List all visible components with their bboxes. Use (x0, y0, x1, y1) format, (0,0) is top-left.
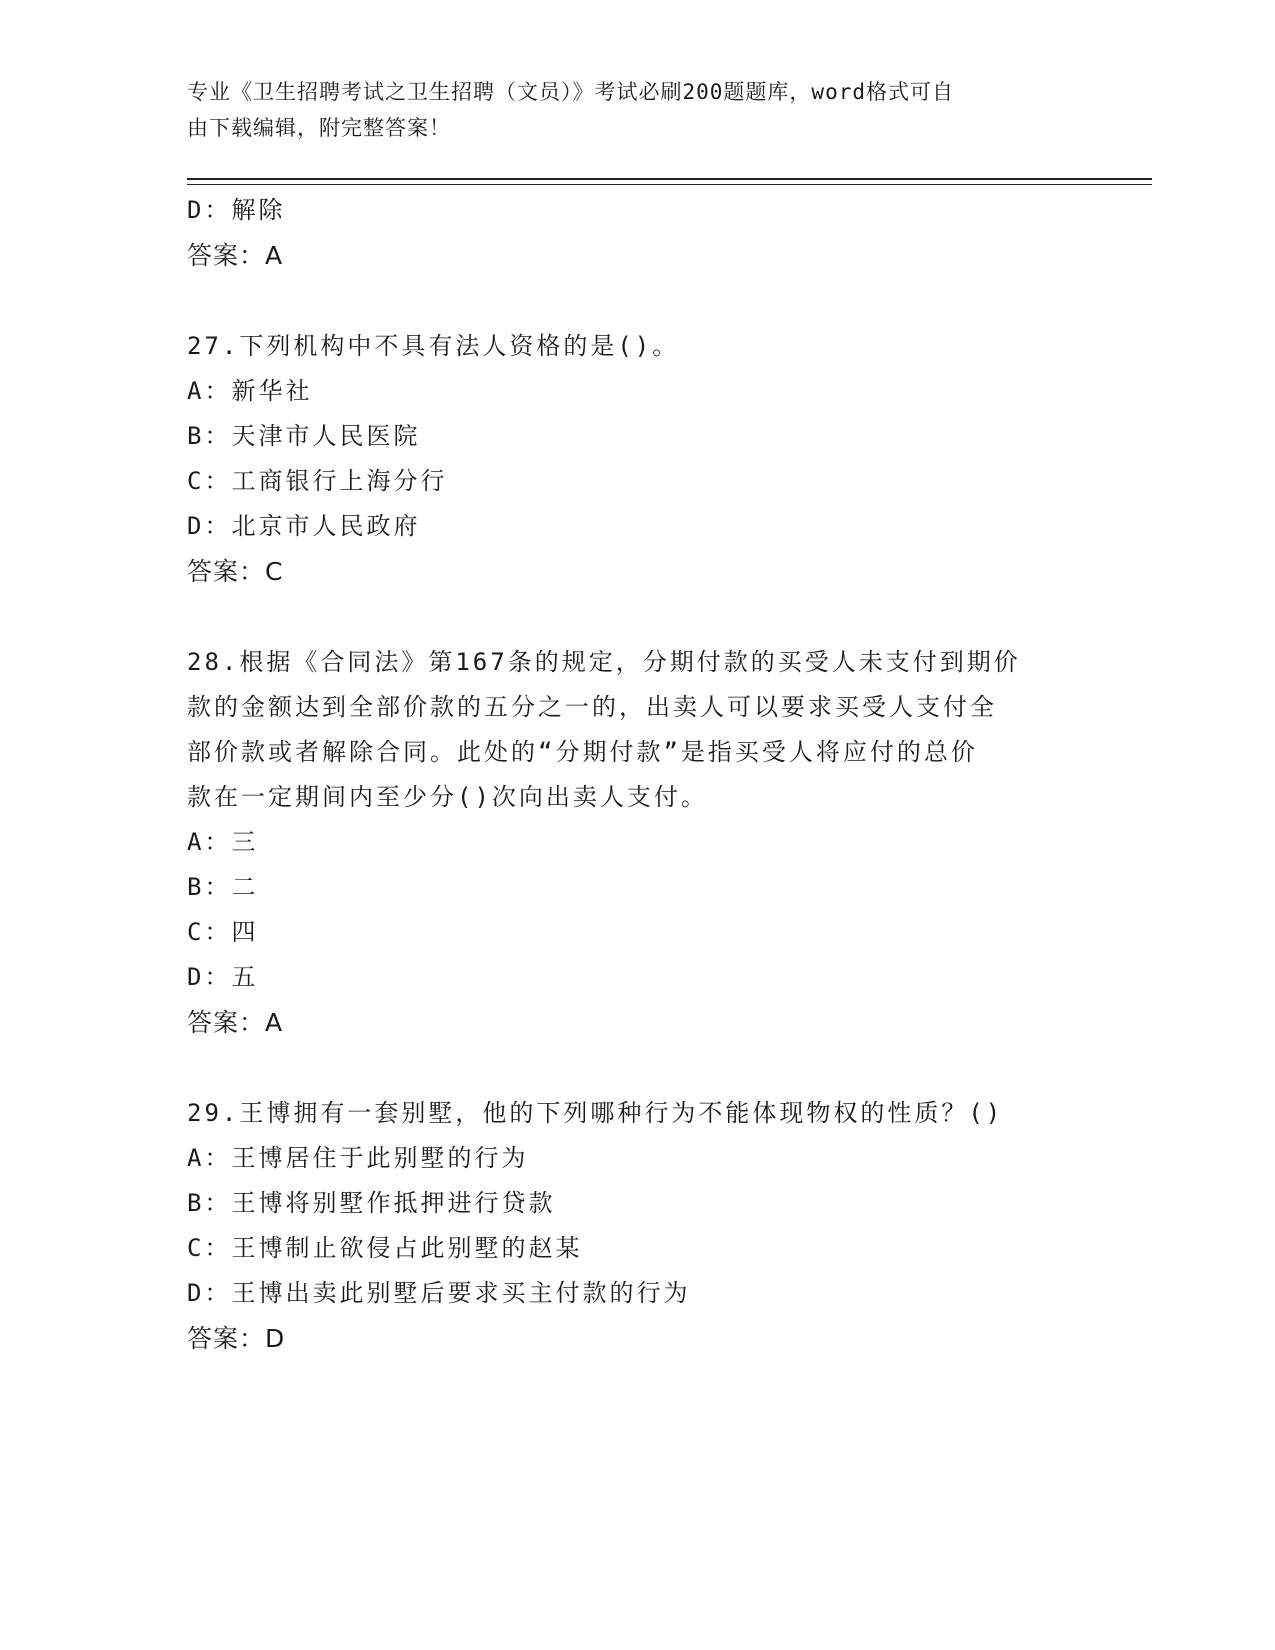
answer-line: 答案：C (187, 557, 284, 586)
option-a: A：王博居住于此别墅的行为 (187, 1144, 529, 1172)
spacer (187, 278, 1087, 324)
question-stem-line-3: 部价款或者解除合同。此处的“分期付款”是指买受人将应付的总价 (187, 738, 978, 766)
question-stem: 29.王博拥有一套别墅，他的下列哪种行为不能体现物权的性质？() (187, 1099, 1004, 1127)
answer-line: 答案：D (187, 1324, 286, 1353)
option-d: D：解除 (187, 196, 286, 224)
option-c: C：工商银行上海分行 (187, 467, 448, 495)
header-line-1: 专业《卫生招聘考试之卫生招聘（文员）》考试必刷200题题库，word格式可自 (187, 80, 954, 104)
header-divider-thin (187, 184, 1152, 185)
question-list (187, 188, 1087, 1361)
option-b: B：天津市人民医院 (187, 422, 421, 450)
option-a: A：三 (187, 828, 259, 856)
question-stem: 27.下列机构中不具有法人资格的是()。 (187, 332, 680, 360)
option-c: C：王博制止欲侵占此别墅的赵某 (187, 1234, 583, 1262)
question-stem-line-1: 28.根据《合同法》第167条的规定，分期付款的买受人未支付到期价 (187, 648, 1021, 676)
option-b: B：二 (187, 873, 259, 901)
question-stem-line-4: 款在一定期间内至少分()次向出卖人支付。 (187, 783, 708, 811)
spacer (187, 1045, 1087, 1091)
header-divider-thick (187, 178, 1152, 180)
question-29 (187, 1091, 1087, 1361)
question-27 (187, 324, 1087, 594)
question-28 (187, 640, 1087, 1045)
option-c: C：四 (187, 918, 259, 946)
option-a: A：新华社 (187, 377, 313, 405)
question-stem-line-2: 款的金额达到全部价款的五分之一的，出卖人可以要求买受人支付全 (187, 693, 997, 721)
answer-line: 答案：A (187, 1008, 284, 1037)
header-line-2: 由下载编辑，附完整答案！ (187, 116, 451, 140)
option-b: B：王博将别墅作抵押进行贷款 (187, 1189, 556, 1217)
spacer (187, 594, 1087, 640)
option-d: D：王博出卖此别墅后要求买主付款的行为 (187, 1279, 691, 1307)
answer-line: 答案：A (187, 241, 284, 270)
page-header (187, 74, 1067, 146)
option-d: D：北京市人民政府 (187, 512, 421, 540)
option-d: D：五 (187, 963, 259, 991)
